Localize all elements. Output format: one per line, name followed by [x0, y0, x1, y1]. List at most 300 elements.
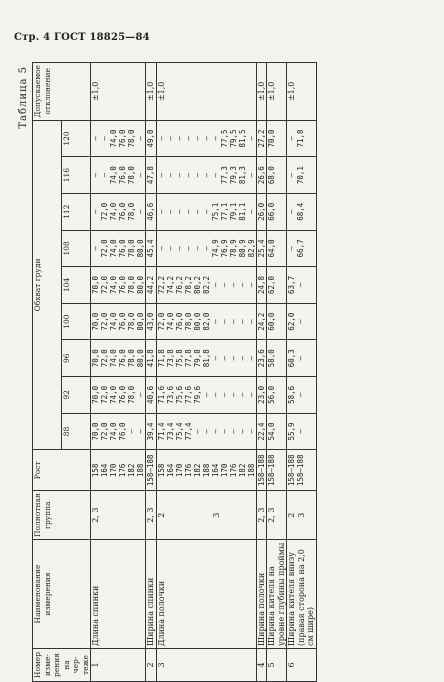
- table-row: [91, 63, 146, 682]
- girth-cell: [91, 193, 146, 230]
- cell-value: 71,4: [156, 422, 166, 441]
- header-row: [33, 63, 62, 682]
- cell-value: 76,0: [118, 202, 127, 221]
- cell-value: —: [219, 356, 229, 361]
- cell-value: 79,5: [228, 129, 238, 148]
- cell-value: —: [91, 246, 100, 251]
- girth-value-header: 120: [62, 120, 91, 157]
- cell-value: —: [192, 246, 202, 251]
- cell-value: —: [219, 319, 229, 324]
- girth-cell: [156, 230, 256, 267]
- cell-value: 45,4: [146, 239, 155, 258]
- height-value: 182: [192, 463, 202, 478]
- cell-value: 82,2: [201, 275, 211, 295]
- cell-value: 72,0: [100, 349, 109, 368]
- fullness-group-value: 2: [156, 512, 166, 518]
- cell-value: —: [156, 246, 166, 251]
- cell-value: 49,0: [146, 129, 155, 148]
- cell-value: —: [219, 282, 229, 288]
- cell-value: 22,4: [256, 422, 266, 441]
- cell-value: —: [210, 136, 220, 141]
- cell-value: —: [201, 172, 211, 178]
- girth-cell: [267, 413, 287, 450]
- cell-value: 80,2: [192, 275, 202, 295]
- cell-value: —: [246, 429, 256, 434]
- cell-value: 72,0: [100, 312, 109, 331]
- header-no: Номер изме-рения на чер-теже: [33, 649, 91, 682]
- girth-cell: [287, 267, 317, 304]
- cell-value: 26,0: [256, 202, 266, 221]
- cell-value: 54,0: [267, 422, 276, 441]
- header-group: Полнотная группа: [33, 491, 91, 540]
- fullness-group: [256, 491, 267, 540]
- girth-cell: [91, 340, 146, 377]
- cell-value: 76,0: [118, 166, 127, 185]
- cell-value: —: [210, 282, 220, 288]
- measurement-name: Длина полочки: [156, 540, 256, 649]
- cell-value: 81,5: [237, 129, 247, 148]
- cell-value: —: [296, 356, 305, 361]
- girth-cell: [146, 230, 157, 267]
- cell-value: 66,7: [296, 239, 305, 258]
- cell-value: —: [174, 209, 184, 215]
- cell-value: —: [100, 172, 109, 178]
- fullness-group-value: 2, 3: [256, 507, 266, 523]
- girth-cell: [156, 303, 256, 340]
- cell-value: 76,0: [118, 422, 127, 441]
- cell-value: —: [237, 392, 247, 398]
- measurement-number: 5: [267, 649, 287, 682]
- cell-value: —: [210, 429, 220, 434]
- cell-value: —: [136, 172, 145, 178]
- cell-value: —: [201, 392, 211, 398]
- girth-cell: [256, 230, 267, 267]
- girth-cell: [156, 120, 256, 157]
- cell-value: —: [201, 246, 211, 251]
- cell-value: —: [100, 136, 109, 141]
- cell-value: 39,4: [146, 422, 155, 441]
- cell-value: 70,1: [296, 166, 305, 185]
- cell-value: —: [287, 136, 296, 141]
- cell-value: 80,0: [192, 312, 202, 331]
- measurements-table: [32, 62, 317, 682]
- girth-cell: [146, 267, 157, 304]
- height-value: 158: [156, 463, 166, 478]
- cell-value: 55,9: [287, 422, 296, 441]
- cell-value: 72,0: [100, 275, 109, 295]
- girth-cell: [267, 120, 287, 157]
- cell-value: 74,9: [210, 239, 220, 258]
- girth-cell: [267, 193, 287, 230]
- cell-value: —: [228, 282, 238, 288]
- cell-value: 76,9: [219, 239, 229, 258]
- girth-cell: [156, 267, 256, 304]
- height-values: [267, 450, 287, 491]
- cell-value: 76,0: [118, 275, 127, 295]
- girth-value-header: 108: [62, 230, 91, 267]
- cell-value: 74,2: [165, 275, 175, 295]
- header-girth: Обхват груди: [33, 120, 62, 450]
- girth-cell: [146, 303, 157, 340]
- girth-cell: [156, 157, 256, 194]
- cell-value: 82,0: [201, 312, 211, 331]
- cell-value: —: [165, 246, 175, 251]
- cell-value: 72,0: [100, 422, 109, 441]
- cell-value: 78,0: [127, 166, 136, 185]
- cell-value: 80,0: [136, 312, 145, 331]
- girth-cell: [287, 303, 317, 340]
- cell-value: 78,2: [183, 275, 193, 295]
- girth-cell: [287, 413, 317, 450]
- cell-value: —: [136, 209, 145, 215]
- cell-value: 80,0: [136, 349, 145, 368]
- page-header: [14, 32, 150, 43]
- cell-value: —: [201, 209, 211, 215]
- cell-value: —: [174, 246, 184, 251]
- cell-value: —: [228, 356, 238, 361]
- cell-value: 78,0: [127, 129, 136, 148]
- girth-cell: [91, 303, 146, 340]
- cell-value: 72,0: [100, 239, 109, 258]
- measurement-name: Ширина полочки: [256, 540, 267, 649]
- cell-value: 23,6: [256, 349, 266, 368]
- cell-value: —: [246, 172, 256, 178]
- cell-value: 77,6: [183, 385, 193, 404]
- girth-cell: [267, 157, 287, 194]
- measurement-number: 3: [156, 649, 256, 682]
- girth-cell: [156, 377, 256, 414]
- cell-value: 72,0: [100, 202, 109, 221]
- fullness-group: [287, 491, 317, 540]
- cell-value: 72,0: [156, 312, 166, 331]
- cell-value: —: [174, 172, 184, 178]
- girth-cell: [256, 377, 267, 414]
- tolerance-value: ±1,0: [287, 63, 317, 121]
- cell-value: 81,8: [201, 349, 211, 368]
- measurement-name: Ширина кителя на уровне глубины проймы: [267, 540, 287, 649]
- cell-value: 58,6: [287, 385, 296, 404]
- table-row: [146, 63, 157, 682]
- girth-cell: [146, 120, 157, 157]
- cell-value: 77,1: [219, 202, 229, 221]
- cell-value: 78,0: [127, 239, 136, 258]
- cell-value: 27,2: [256, 129, 266, 148]
- girth-value-header: 88: [62, 413, 91, 450]
- cell-value: 80,0: [136, 275, 145, 295]
- girth-cell: [287, 157, 317, 194]
- cell-value: —: [296, 319, 305, 324]
- cell-value: 25,4: [256, 239, 266, 258]
- cell-value: —: [237, 356, 247, 361]
- cell-value: —: [136, 136, 145, 141]
- cell-value: 43,0: [146, 312, 155, 331]
- cell-value: 63,7: [287, 275, 296, 295]
- standard-number: ГОСТ 18825—84: [53, 32, 150, 43]
- cell-value: —: [136, 392, 145, 398]
- cell-value: 77,4: [183, 422, 193, 441]
- height-value: 182: [127, 463, 136, 478]
- measurement-number: 4: [256, 649, 267, 682]
- fullness-group-value: 2, 3: [91, 507, 100, 523]
- table-row: [267, 63, 287, 682]
- cell-value: 70,0: [267, 129, 276, 148]
- cell-value: 62,0: [267, 275, 276, 295]
- cell-value: —: [192, 429, 202, 434]
- cell-value: 76,0: [118, 385, 127, 404]
- cell-value: —: [287, 209, 296, 215]
- height-value: 164: [165, 463, 175, 478]
- cell-value: —: [192, 136, 202, 141]
- cell-value: —: [246, 319, 256, 324]
- cell-value: 75,1: [210, 202, 220, 221]
- height-value: 158—188: [267, 454, 276, 487]
- girth-value-header: 104: [62, 267, 91, 304]
- tolerance-value: ±1,0: [267, 63, 287, 121]
- cell-value: 80,9: [237, 239, 247, 258]
- girth-value-header: 96: [62, 340, 91, 377]
- cell-value: 70,0: [91, 275, 100, 295]
- girth-value-header: 100: [62, 303, 91, 340]
- height-value: 158—188: [296, 454, 305, 487]
- girth-cell: [91, 267, 146, 304]
- cell-value: —: [296, 392, 305, 398]
- height-values: [256, 450, 267, 491]
- cell-value: —: [237, 429, 247, 434]
- cell-value: —: [210, 392, 220, 398]
- girth-value-header: 92: [62, 377, 91, 414]
- measurement-number: 6: [287, 649, 317, 682]
- cell-value: —: [246, 282, 256, 288]
- height-value: 158—188: [287, 454, 296, 487]
- cell-value: 41,8: [146, 349, 155, 368]
- girth-cell: [287, 230, 317, 267]
- height-values: [287, 450, 317, 491]
- table-caption: Таблица 5: [18, 66, 29, 129]
- cell-value: 70,0: [91, 312, 100, 331]
- cell-value: 79,6: [192, 385, 202, 404]
- cell-value: 74,0: [109, 385, 118, 404]
- height-value: 188: [201, 463, 211, 478]
- cell-value: 70,0: [91, 349, 100, 368]
- cell-value: 56,0: [267, 385, 276, 404]
- measurement-name: Ширина спинки: [146, 540, 157, 649]
- cell-value: 47,8: [146, 166, 155, 185]
- cell-value: 44,2: [146, 275, 155, 295]
- cell-value: 78,0: [127, 385, 136, 404]
- cell-value: 77,8: [183, 349, 193, 368]
- height-value: 182: [237, 463, 247, 478]
- girth-cell: [146, 377, 157, 414]
- cell-value: —: [192, 172, 202, 178]
- cell-value: 58,0: [267, 349, 276, 368]
- cell-value: —: [237, 319, 247, 324]
- cell-value: 72,2: [156, 275, 166, 295]
- cell-value: —: [165, 172, 175, 178]
- girth-cell: [287, 193, 317, 230]
- girth-cell: [91, 230, 146, 267]
- girth-cell: [91, 413, 146, 450]
- girth-cell: [256, 193, 267, 230]
- cell-value: —: [136, 429, 145, 434]
- height-value: 158: [91, 463, 100, 478]
- girth-cell: [146, 157, 157, 194]
- cell-value: —: [210, 319, 220, 324]
- cell-value: —: [228, 429, 238, 434]
- cell-value: 76,0: [118, 129, 127, 148]
- fullness-group: [146, 491, 157, 540]
- fullness-group-value: 2, 3: [146, 507, 155, 523]
- height-value: 170: [174, 463, 184, 478]
- cell-value: 78,0: [127, 349, 136, 368]
- girth-cell: [256, 120, 267, 157]
- cell-value: —: [296, 429, 305, 434]
- cell-value: —: [219, 429, 229, 434]
- cell-value: 72,0: [100, 385, 109, 404]
- cell-value: —: [183, 246, 193, 251]
- height-value: 164: [100, 463, 109, 478]
- cell-value: —: [165, 136, 175, 141]
- girth-cell: [146, 413, 157, 450]
- cell-value: —: [246, 392, 256, 398]
- girth-value-header: 112: [62, 193, 91, 230]
- girth-cell: [156, 193, 256, 230]
- cell-value: 74,0: [109, 349, 118, 368]
- girth-cell: [256, 413, 267, 450]
- cell-value: 66,0: [267, 202, 276, 221]
- girth-cell: [91, 377, 146, 414]
- girth-cell: [267, 340, 287, 377]
- cell-value: 62,0: [287, 312, 296, 331]
- cell-value: 74,0: [109, 239, 118, 258]
- girth-cell: [91, 120, 146, 157]
- header-name: Наименование измерения: [33, 540, 91, 649]
- girth-cell: [256, 157, 267, 194]
- tolerance-value: ±1,0: [146, 63, 157, 121]
- cell-value: —: [219, 392, 229, 398]
- tolerance-value: ±1,0: [156, 63, 256, 121]
- cell-value: —: [183, 209, 193, 215]
- cell-value: —: [246, 356, 256, 361]
- cell-value: 75,6: [174, 385, 184, 404]
- cell-value: 76,0: [118, 312, 127, 331]
- cell-value: 76,2: [174, 275, 184, 295]
- cell-value: —: [237, 282, 247, 288]
- cell-value: 26,6: [256, 166, 266, 185]
- cell-value: 24,8: [256, 275, 266, 295]
- cell-value: —: [228, 392, 238, 398]
- cell-value: 79,8: [192, 349, 202, 368]
- measurement-number: 2: [146, 649, 157, 682]
- cell-value: —: [91, 172, 100, 178]
- girth-value-header: 116: [62, 157, 91, 194]
- cell-value: —: [287, 172, 296, 178]
- cell-value: —: [210, 356, 220, 361]
- cell-value: —: [156, 172, 166, 178]
- cell-value: 23,0: [256, 385, 266, 404]
- cell-value: 77,5: [219, 129, 229, 148]
- table-row: [256, 63, 267, 682]
- girth-cell: [91, 157, 146, 194]
- girth-cell: [156, 340, 256, 377]
- cell-value: 77,3: [219, 166, 229, 185]
- cell-value: 60,0: [267, 312, 276, 331]
- height-value: 176: [183, 463, 193, 478]
- cell-value: —: [156, 209, 166, 215]
- cell-value: 74,0: [109, 129, 118, 148]
- cell-value: 71,6: [156, 385, 166, 404]
- cell-value: —: [201, 136, 211, 141]
- cell-value: —: [183, 136, 193, 141]
- table-body: [91, 63, 317, 682]
- cell-value: 76,0: [118, 239, 127, 258]
- height-value: 170: [109, 463, 118, 478]
- rotated-table-area: [18, 62, 434, 682]
- cell-value: 73,8: [165, 349, 175, 368]
- cell-value: —: [201, 429, 211, 434]
- girth-cell: [256, 267, 267, 304]
- cell-value: —: [174, 136, 184, 141]
- cell-value: 79,1: [228, 202, 238, 221]
- height-value: 176: [118, 463, 127, 478]
- cell-value: 81,1: [237, 202, 247, 221]
- cell-value: 24,2: [256, 312, 266, 331]
- fullness-group-value: 2: [287, 512, 296, 518]
- cell-value: 73,6: [165, 385, 175, 404]
- girth-cell: [146, 340, 157, 377]
- girth-cell: [267, 230, 287, 267]
- height-values: [146, 450, 157, 491]
- cell-value: 71,8: [296, 129, 305, 148]
- table-row: [156, 63, 256, 682]
- cell-value: —: [296, 282, 305, 288]
- girth-cell: [156, 413, 256, 450]
- cell-value: 80,0: [136, 239, 145, 258]
- cell-value: 70,0: [91, 385, 100, 404]
- cell-value: 68,0: [267, 166, 276, 185]
- height-values: [91, 450, 146, 491]
- fullness-group-value: 3: [212, 512, 221, 518]
- cell-value: 71,8: [156, 349, 166, 368]
- cell-value: —: [210, 172, 220, 178]
- cell-value: 70,0: [91, 422, 100, 441]
- cell-value: —: [192, 209, 202, 215]
- height-value: 170: [219, 463, 229, 478]
- cell-value: —: [246, 136, 256, 141]
- cell-value: 81,3: [237, 166, 247, 185]
- cell-value: —: [183, 172, 193, 178]
- height-value: 176: [228, 463, 238, 478]
- girth-cell: [256, 303, 267, 340]
- fullness-group-value: 2, 3: [267, 507, 276, 523]
- table-row: [287, 63, 317, 682]
- cell-value: 74,0: [109, 202, 118, 221]
- girth-cell: [287, 377, 317, 414]
- cell-value: 74,0: [109, 312, 118, 331]
- cell-value: 74,0: [109, 166, 118, 185]
- cell-value: —: [156, 136, 166, 141]
- cell-value: 78,0: [127, 275, 136, 295]
- cell-value: 78,9: [228, 239, 238, 258]
- measurement-number: 1: [91, 649, 146, 682]
- cell-value: 74,0: [109, 275, 118, 295]
- measurement-name: Длина спинки: [91, 540, 146, 649]
- header-tolerance: Допускаемое отклонение: [33, 63, 91, 121]
- cell-value: 76,0: [174, 312, 184, 331]
- cell-value: —: [91, 209, 100, 215]
- cell-value: 78,0: [127, 202, 136, 221]
- girth-cell: [287, 120, 317, 157]
- tolerance-value: ±1,0: [91, 63, 146, 121]
